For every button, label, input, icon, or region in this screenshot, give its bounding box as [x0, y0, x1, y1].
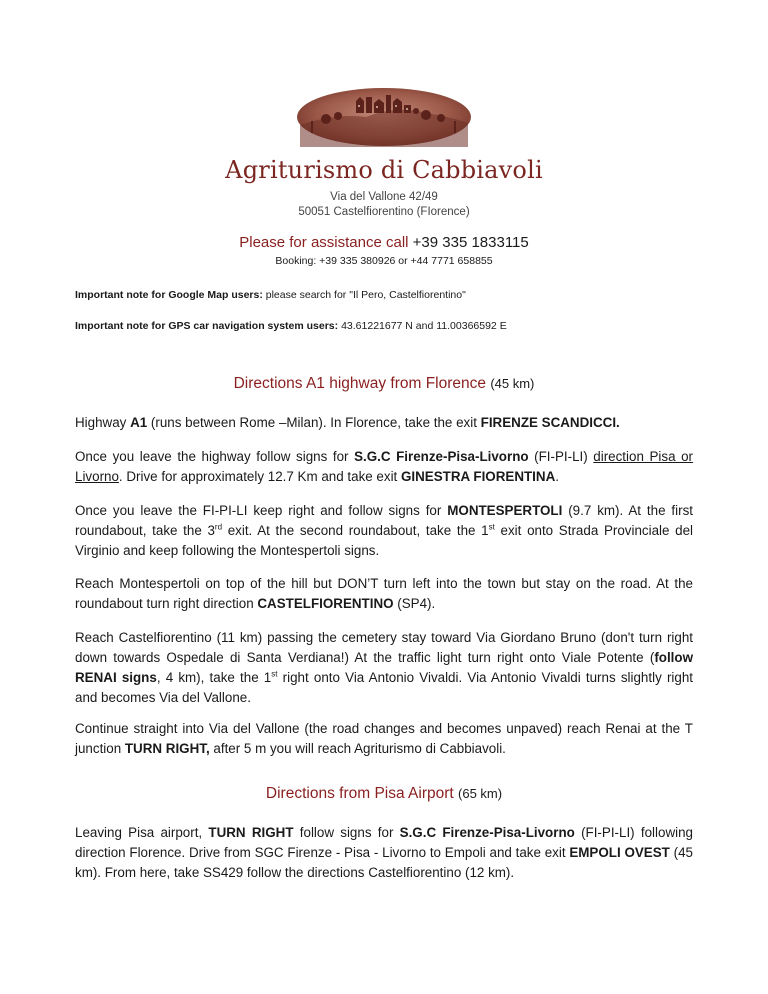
- section-heading-pisa: [0, 785, 768, 803]
- google-map-note: [75, 289, 466, 301]
- section-heading-florence: [0, 375, 768, 393]
- gps-note: [75, 320, 507, 332]
- section-distance: (45 km): [490, 376, 535, 391]
- paragraph: Once you leave the highway follow signs for S.G.C Firenze-Pisa-Livorno (FI-PI-LI) direction Pisa or Livorno. Drive for approximately 12.7 Km and take exit GINESTRA FIORENTINA.: [75, 449, 694, 484]
- address-line-1: Via del Vallone 42/49: [330, 191, 438, 203]
- section-title: Directions A1 highway from Florence: [233, 375, 491, 392]
- paragraph: Once you leave the FI-PI-LI keep right and follow signs for MONTESPERTOLI (9.7 km). At the first roundabout, take the 3rd exit. At the second roundabout, take the 1st exit onto Strada Provinciale del Virginio and keep following the Montespertoli signs.: [75, 503, 693, 558]
- note-label: Important note for GPS car navigation system users:: [75, 320, 339, 332]
- paragraph: Highway A1 (runs between Rome –Milan). In Florence, take the exit FIRENZE SCANDICCI.: [75, 415, 620, 430]
- brand-title: Agriturismo di Cabbiavoli: [225, 156, 543, 184]
- paragraph: Leaving Pisa airport, TURN RIGHT follow signs for S.G.C Firenze-Pisa-Livorno (FI-PI-LI) following direction Florence. Drive from SGC Firenze - Pisa - Livorno to Empoli and take exit EMPOLI OVEST (45 km). From here, take SS429 follow the directions Castelfiorentino (12 km).: [75, 825, 693, 880]
- paragraph: Reach Montespertoli on top of the hill but DON’T turn left into the town but stay on the road. At the roundabout turn right direction CASTELFIORENTINO (SP4).: [75, 576, 693, 611]
- paragraph: Continue straight into Via del Vallone (the road changes and becomes unpaved) reach Renai at the T junction TURN RIGHT, after 5 m you will reach Agriturismo di Cabbiavoli.: [75, 721, 693, 756]
- section-title: Directions from Pisa Airport: [265, 785, 459, 802]
- note-label: Important note for Google Map users:: [75, 289, 263, 301]
- booking-line: Booking: +39 335 380926 or +44 7771 658855: [275, 255, 493, 267]
- note-text: please search for "Il Pero, Castelfiorentino": [262, 289, 466, 301]
- address-line-2: 50051 Castelfiorentino (FIorence): [298, 206, 470, 218]
- assistance-text: Please for assistance call: [239, 234, 413, 251]
- section-distance: (65 km): [458, 786, 503, 801]
- assistance-line: [0, 234, 768, 251]
- tuscan-hill-village-icon: [296, 83, 472, 147]
- note-text: 43.61221677 N and 11.00366592 E: [338, 320, 507, 332]
- assistance-phone: +39 335 1833115: [412, 234, 529, 251]
- paragraph: Reach Castelfiorentino (11 km) passing the cemetery stay toward Via Giordano Bruno (don't turn right down towards Ospedale di Santa Verdiana!) At the traffic light turn right onto Viale Potente (follow RENAI signs, 4 km), take the 1st right onto Via Antonio Vivaldi. Via Antonio Vivaldi turns slightly right and becomes Via del Vallone.: [75, 630, 693, 705]
